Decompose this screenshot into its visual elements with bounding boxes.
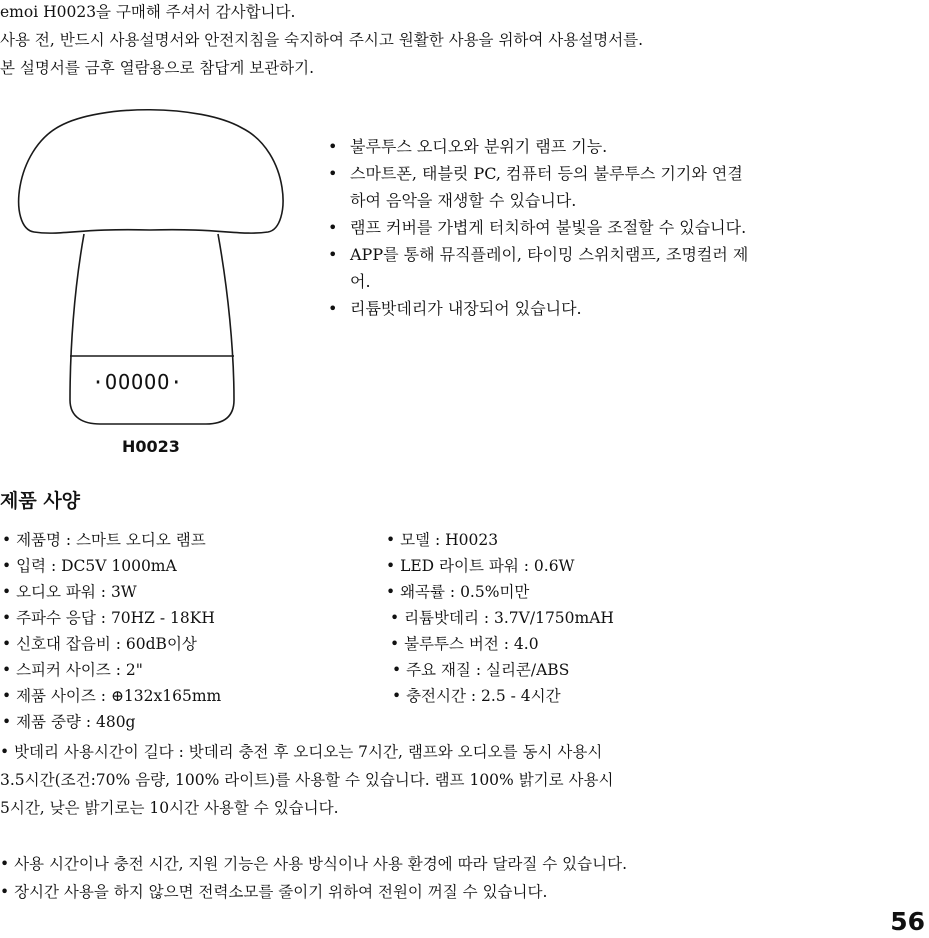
battery-line-3: 5시간, 낮은 밝기로는 10시간 사용할 수 있습니다. [0, 799, 339, 817]
bullet-icon: • [328, 164, 338, 183]
spec-item: • 입력 : DC5V 1000mA [2, 557, 177, 575]
spec-item: • 스피커 사이즈 : 2" [2, 661, 143, 679]
feature-item: • APP를 통해 뮤직플레이, 타이밍 스위치램프, 조명컬러 제 [328, 245, 749, 264]
feature-item: • 리튬밧데리가 내장되어 있습니다. [328, 299, 582, 318]
spec-item: • 주요 재질 : 실리콘/ABS [392, 661, 570, 679]
spec-item: • 제품명 : 스마트 오디오 램프 [2, 531, 206, 549]
spec-item: • 불루투스 버전 : 4.0 [390, 635, 539, 653]
spec-item: • 제품 중량 : 480g [2, 713, 136, 731]
spec-item: • 오디오 파워 : 3W [2, 583, 137, 601]
spec-item: • 충전시간 : 2.5 - 4시간 [392, 687, 561, 705]
battery-line-2: 3.5시간(조건:70% 음량, 100% 라이트)를 사용할 수 있습니다. 램프 100% 밝기로 사용시 [0, 771, 614, 789]
feature-item: • 스마트폰, 태블릿 PC, 컴퓨터 등의 불루투스 기기와 연결 [328, 164, 743, 183]
feature-item: • 램프 커버를 가볍게 터치하여 불빛을 조절할 수 있습니다. [328, 218, 747, 237]
bullet-icon: • [328, 218, 338, 237]
note-item: • 사용 시간이나 충전 시간, 지원 기능은 사용 방식이나 사용 환경에 따라 달라질 수 있습니다. [0, 855, 628, 873]
page-number: 56 [890, 907, 925, 936]
spec-item: • 모델 : H0023 [386, 531, 499, 549]
specs-title: 제품 사양 [0, 490, 81, 512]
feature-item: • 불루투스 오디오와 분위기 램프 기능. [328, 137, 608, 156]
feature-item-continuation: 하여 음악을 재생할 수 있습니다. [350, 191, 577, 210]
battery-line-1: • 밧데리 사용시간이 길다 : 밧데리 충전 후 오디오는 7시간, 램프와 오디오를 동시 사용시 [0, 743, 603, 761]
intro-line-1: emoi H0023을 구매해 주셔서 감사합니다. [0, 3, 296, 21]
bullet-icon: • [328, 137, 338, 156]
speaker-led-panel: ·OOOOO· [92, 370, 184, 394]
spec-item: • 제품 사이즈 : ⊕132x165mm [2, 687, 222, 705]
spec-item: • LED 라이트 파워 : 0.6W [386, 557, 575, 575]
feature-item-continuation: 어. [350, 272, 371, 291]
bullet-icon: • [328, 245, 338, 264]
bullet-icon: • [328, 299, 338, 318]
spec-item: • 왜곡률 : 0.5%미만 [386, 583, 530, 601]
spec-item: • 리튬밧데리 : 3.7V/1750mAH [390, 609, 614, 627]
note-item: • 장시간 사용을 하지 않으면 전력소모를 줄이기 위하여 전원이 꺼질 수 있습니다. [0, 883, 548, 901]
intro-line-2: 사용 전, 반드시 사용설명서와 안전지침을 숙지하여 주시고 원활한 사용을 위하여 사용설명서를. [0, 31, 644, 49]
spec-item: • 주파수 응답 : 70HZ - 18KH [2, 609, 215, 627]
model-label: H0023 [122, 437, 180, 456]
spec-item: • 신호대 잡음비 : 60dB이상 [2, 635, 197, 653]
intro-line-3: 본 설명서를 금후 열람용으로 참답게 보관하기. [0, 59, 315, 77]
